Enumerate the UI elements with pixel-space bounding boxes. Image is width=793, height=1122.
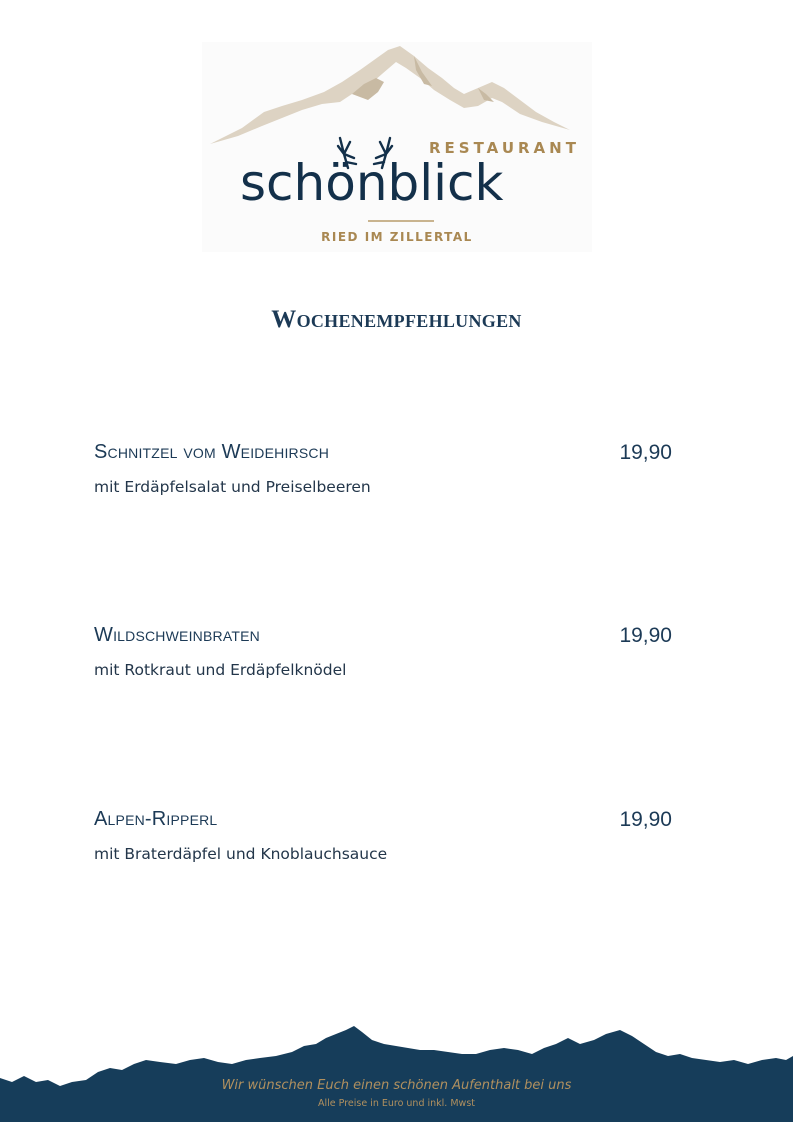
- menu-item: [94, 441, 674, 496]
- dish-name: Alpen-Ripperl: [94, 808, 218, 830]
- dish-price: 19,90: [619, 808, 672, 831]
- dish-description: mit Erdäpfelsalat und Preiselbeeren: [94, 478, 371, 496]
- menu-item: [94, 808, 674, 863]
- page-title: Wochenempfehlungen: [271, 306, 522, 333]
- dish-name: Wildschweinbraten: [94, 624, 260, 646]
- logo-location: RIED IM ZILLERTAL: [321, 230, 473, 244]
- footer-greeting: Wir wünschen Euch einen schönen Aufenthalt bei uns: [221, 1078, 572, 1093]
- dish-name: Schnitzel vom Weidehirsch: [94, 441, 330, 463]
- dish-price: 19,90: [619, 441, 672, 464]
- dish-description: mit Rotkraut und Erdäpfelknödel: [94, 661, 347, 679]
- footer-price-note: Alle Preise in Euro und inkl. Mwst: [317, 1098, 475, 1109]
- restaurant-logo: [202, 42, 592, 252]
- dish-description: mit Braterdäpfel und Knoblauchsauce: [94, 845, 388, 863]
- logo-divider: [368, 220, 434, 222]
- logo-restaurant-name: schönblick: [240, 154, 504, 212]
- menu-item: [94, 624, 674, 679]
- logo-restaurant-word: RESTAURANT: [429, 139, 580, 157]
- dish-price: 19,90: [619, 624, 672, 647]
